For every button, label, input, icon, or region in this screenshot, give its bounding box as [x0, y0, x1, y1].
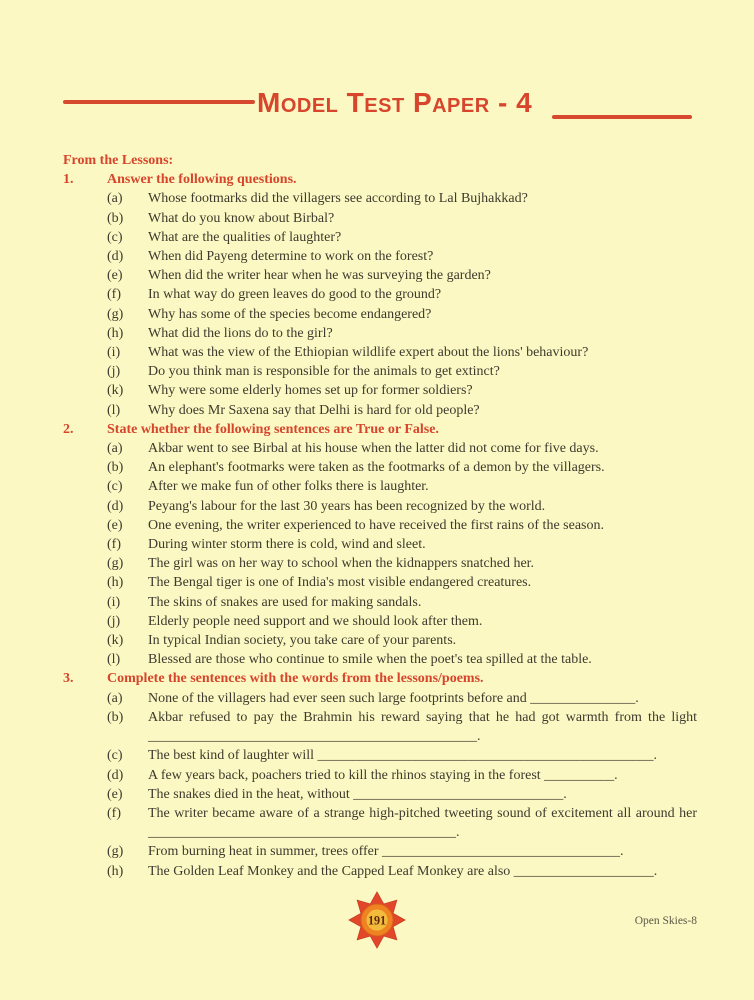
title-band	[63, 87, 692, 128]
question-indent	[63, 689, 107, 708]
section-heading: State whether the following sentences are True or False.	[107, 421, 439, 437]
question-row	[63, 785, 697, 804]
question-text: None of the villagers had ever seen such large footprints before and _______________.	[148, 690, 639, 706]
question-label: (h)	[107, 325, 124, 341]
question-row	[63, 285, 697, 304]
question-row	[63, 612, 697, 631]
question-indent	[63, 401, 107, 420]
question-label: (i)	[107, 345, 121, 361]
question-indent	[63, 554, 107, 573]
question-row	[63, 439, 697, 458]
question-indent	[63, 612, 107, 631]
question-text: Why were some elderly homes set up for former soldiers?	[148, 383, 473, 399]
question-row	[63, 746, 697, 765]
question-label: (f)	[107, 287, 121, 303]
question-row	[63, 381, 697, 400]
question-label: (a)	[107, 441, 123, 457]
question-text: The snakes died in the heat, without ______________________________.	[148, 786, 567, 802]
question-text: In typical Indian society, you take care of your parents.	[148, 633, 457, 649]
question-indent	[63, 535, 107, 554]
question-text: After we make fun of other folks there is laughter.	[148, 479, 429, 495]
question-text: The Golden Leaf Monkey and the Capped Leaf Monkey are also ____________________.	[148, 863, 658, 879]
question-row	[63, 593, 697, 612]
question-text: Why has some of the species become endangered?	[148, 306, 432, 322]
question-row	[63, 862, 697, 881]
page-number-badge	[348, 891, 406, 949]
question-row	[63, 535, 697, 554]
question-text: During winter storm there is cold, wind and sleet.	[148, 537, 426, 553]
question-indent	[63, 573, 107, 592]
question-row	[63, 247, 697, 266]
question-text: When did Payeng determine to work on the forest?	[148, 249, 434, 265]
question-row	[63, 343, 697, 362]
question-text: What do you know about Birbal?	[148, 210, 335, 226]
question-indent	[63, 593, 107, 612]
question-row	[63, 209, 697, 228]
question-label: (g)	[107, 844, 124, 860]
question-indent	[63, 804, 107, 842]
question-label: (c)	[107, 479, 123, 495]
question-row	[63, 650, 697, 669]
question-label: (f)	[107, 805, 121, 821]
question-row	[63, 516, 697, 535]
question-row	[63, 766, 697, 785]
question-indent	[63, 458, 107, 477]
question-indent	[63, 381, 107, 400]
question-label: (e)	[107, 786, 123, 802]
question-text: An elephant's footmarks were taken as the footmarks of a demon by the villagers.	[148, 460, 605, 476]
question-label: (c)	[107, 229, 123, 245]
question-row	[63, 266, 697, 285]
question-text: Akbar refused to pay the Brahmin his reward saying that he had got warmth from the light _______________________________________________.	[148, 709, 697, 745]
question-row	[63, 305, 697, 324]
title-left-rule	[63, 100, 255, 104]
question-text: Why does Mr Saxena say that Delhi is hard for old people?	[148, 402, 480, 418]
question-indent	[63, 631, 107, 650]
question-row	[63, 554, 697, 573]
question-label: (g)	[107, 306, 124, 322]
question-row	[63, 631, 697, 650]
question-row	[63, 497, 697, 516]
question-label: (b)	[107, 210, 124, 226]
question-text: What did the lions do to the girl?	[148, 325, 333, 341]
question-label: (f)	[107, 537, 121, 553]
question-indent	[63, 785, 107, 804]
question-row	[63, 228, 697, 247]
question-label: (e)	[107, 517, 123, 533]
question-indent	[63, 842, 107, 861]
question-row	[63, 573, 697, 592]
book-name: Open Skies-8	[634, 915, 697, 927]
question-label: (d)	[107, 498, 124, 514]
question-label: (k)	[107, 383, 124, 399]
question-row	[63, 689, 697, 708]
section-heading: Complete the sentences with the words from the lessons/poems.	[107, 671, 484, 687]
content-area	[63, 151, 697, 881]
question-row	[63, 189, 697, 208]
question-text: Blessed are those who continue to smile when the poet's tea spilled at the table.	[148, 652, 592, 668]
question-text: What are the qualities of laughter?	[148, 229, 342, 245]
page-number: 191	[367, 913, 387, 928]
question-indent	[63, 285, 107, 304]
question-row	[63, 804, 697, 842]
question-text: The writer became aware of a strange high-pitched tweeting sound of excitement all around her ____________________________________________.	[148, 805, 697, 841]
page-title: Model Test Paper - 4	[257, 87, 533, 118]
question-row	[63, 458, 697, 477]
question-indent	[63, 209, 107, 228]
title-right-rule	[552, 115, 692, 119]
question-label: (i)	[107, 594, 121, 610]
section-heading-row	[63, 420, 697, 439]
question-indent	[63, 266, 107, 285]
question-indent	[63, 247, 107, 266]
question-label: (g)	[107, 556, 124, 572]
question-row	[63, 708, 697, 746]
question-text: The best kind of laughter will ________________________________________________.	[148, 748, 658, 764]
question-row	[63, 842, 697, 861]
question-text: A few years back, poachers tried to kill the rhinos staying in the forest __________.	[148, 767, 618, 783]
question-text: The Bengal tiger is one of India's most visible endangered creatures.	[148, 575, 532, 591]
question-text: In what way do green leaves do good to the ground?	[148, 287, 442, 303]
section-heading-row	[63, 170, 697, 189]
question-label: (c)	[107, 748, 123, 764]
section-heading: Answer the following questions.	[107, 172, 297, 188]
question-text: Akbar went to see Birbal at his house when the latter did not come for five days.	[148, 441, 599, 457]
question-row	[63, 477, 697, 496]
question-indent	[63, 305, 107, 324]
question-text: Whose footmarks did the villagers see according to Lal Bujhakkad?	[148, 191, 528, 207]
question-indent	[63, 477, 107, 496]
section-intro-heading: From the Lessons:	[63, 153, 174, 168]
section-number: 3.	[63, 671, 74, 687]
question-text: When did the writer hear when he was surveying the garden?	[148, 268, 491, 284]
question-label: (h)	[107, 575, 124, 591]
question-label: (j)	[107, 364, 121, 380]
question-label: (b)	[107, 709, 124, 725]
question-label: (e)	[107, 268, 123, 284]
question-row	[63, 362, 697, 381]
question-text: One evening, the writer experienced to have received the first rains of the season.	[148, 517, 604, 533]
section-heading-row	[63, 669, 697, 688]
question-indent	[63, 516, 107, 535]
question-label: (d)	[107, 249, 124, 265]
question-indent	[63, 746, 107, 765]
question-indent	[63, 362, 107, 381]
question-text: Do you think man is responsible for the animals to get extinct?	[148, 364, 500, 380]
question-indent	[63, 189, 107, 208]
section-number: 1.	[63, 172, 74, 188]
question-label: (b)	[107, 460, 124, 476]
question-label: (a)	[107, 690, 123, 706]
question-label: (h)	[107, 863, 124, 879]
question-label: (a)	[107, 191, 123, 207]
question-indent	[63, 862, 107, 881]
question-indent	[63, 708, 107, 746]
section-number: 2.	[63, 421, 74, 437]
question-indent	[63, 766, 107, 785]
question-indent	[63, 228, 107, 247]
question-row	[63, 401, 697, 420]
question-indent	[63, 497, 107, 516]
question-indent	[63, 343, 107, 362]
question-text: What was the view of the Ethiopian wildlife expert about the lions' behaviour?	[148, 345, 589, 361]
question-indent	[63, 324, 107, 343]
question-label: (j)	[107, 613, 121, 629]
question-label: (k)	[107, 633, 124, 649]
question-indent	[63, 650, 107, 669]
question-indent	[63, 439, 107, 458]
question-text: The girl was on her way to school when the kidnappers snatched her.	[148, 556, 535, 572]
question-text: Peyang's labour for the last 30 years has been recognized by the world.	[148, 498, 546, 514]
question-text: The skins of snakes are used for making sandals.	[148, 594, 422, 610]
question-text: From burning heat in summer, trees offer __________________________________.	[148, 844, 624, 860]
question-text: Elderly people need support and we should look after them.	[148, 613, 483, 629]
question-label: (l)	[107, 652, 121, 668]
question-label: (d)	[107, 767, 124, 783]
question-label: (l)	[107, 402, 121, 418]
question-row	[63, 324, 697, 343]
